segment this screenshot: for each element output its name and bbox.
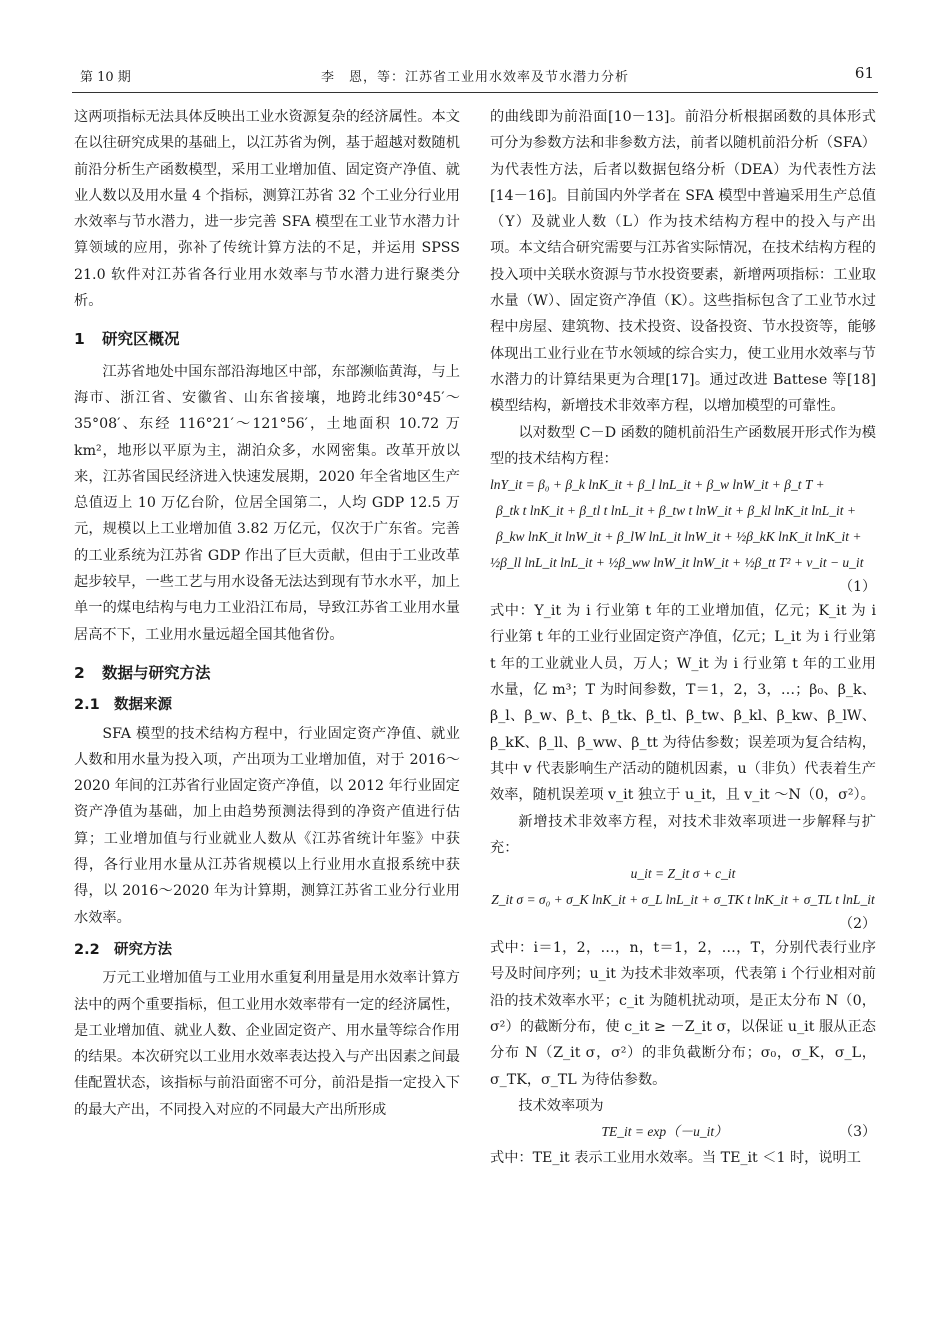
equation-3-explanation: 式中：TE_it 表示工业用水效率。当 TE_it ＜1 时，说明工 (490, 1150, 861, 1167)
subsection-number: 2.2 (74, 941, 100, 958)
equation-1 (490, 472, 876, 598)
subsection-title: 数据来源 (114, 697, 172, 714)
section-number: 1 (74, 330, 85, 349)
equation-1-line: β_tk t lnK_it + β_tl t lnL_it + β_tw t lnW_it + β_kl lnK_it lnL_it + (496, 503, 856, 519)
issue-label: 第 10 期 (80, 70, 131, 85)
inefficiency-intro: 新增技术非效率方程，对技术非效率项进一步解释与扩充： (490, 813, 876, 856)
section-2-1-paragraph: SFA 模型的技术结构方程中，行业固定资产净值、就业人数和用水量为投入项，产出项为工业增加值，对于 2016～2020 年间的江苏省行业固定资产净值，以 2012 年行业固定资产净值为基础，加上由趋势预测法得到的净资产值进行估算；工业增加值与行业就业人数从《江苏省统计年鉴》中获得，各行业用水量从江苏省规模以上行业用水直报系统中获得，以 2016～2020 年为计算期，测算江苏省工业分行业用水效率。 (74, 725, 460, 926)
model-intro-paragraph: 以对数型 C－D 函数的随机前沿生产函数展开形式作为模型的技术结构方程： (490, 424, 876, 467)
equation-1-number: （1） (839, 579, 876, 596)
equation-2-explanation: 式中：i＝1，2，…，n，t＝1，2，…，T，分别代表行业序号及时间序列；u_it 为技术非效率项，代表第 i 个行业相对前沿的技术效率水平；c_it 为随机扰动项，是正太分布 N（0，σ²）的截断分布，使 c_it ≥ －Z_it σ，以保证 u_it 服从正态分布 N（Z_it σ，σ²）的非负截断分布；σ₀，σ_K，σ_L，σ_TK，σ_TL 为待估参数。 (490, 940, 876, 1088)
section-2-1-heading (74, 692, 460, 718)
equation-2-line-2: Z_it σ = σ₀ + σ_K lnK_it + σ_L lnL_it + σ_TK t lnK_it + σ_TL t lnL_it (491, 892, 875, 908)
equation-2 (490, 861, 876, 935)
subsection-number: 2.1 (74, 697, 100, 714)
right-column (490, 104, 876, 1172)
equation-1-explanation: 式中：Y_it 为 i 行业第 t 年的工业增加值，亿元；K_it 为 i 行业第 t 年的工业行业固定资产净值，亿元；L_it 为 i 行业第 t 年的工业就业人员，万人；W_it 为 i 行业第 t 年的工业用水量，亿 m³；T 为时间参数，T＝1，2，3，…；β₀、β_k、β_l、β_w、β_t、β_tk、β_tl、β_tw、β_kl、β_kw、β_lW、β_kK、β_ll、β_ww、β_tt 为待估参数；误差项为复合结构，其中 v 代表影响生产活动的随机因素，u（非负）代表着生产效率，随机误差项 v_it 独立于 u_it，且 v_it ～N（0，σ²）。 (490, 603, 876, 804)
left-column (74, 104, 460, 1123)
section-title: 研究区概况 (102, 330, 180, 349)
equation-1-line: β_kw lnK_it lnW_it + β_lW lnL_it lnW_it + ½β_kK lnK_it lnK_it + (496, 529, 862, 545)
page-number: 61 (854, 64, 874, 82)
efficiency-term-intro: 技术效率项为 (518, 1097, 604, 1114)
section-1-heading (74, 326, 460, 352)
section-2-2-heading (74, 937, 460, 963)
section-2-2-paragraph: 万元工业增加值与工业用水重复利用量是用水效率计算方法中的两个重要指标，但工业用水效率带有一定的经济属性，是工业增加值、就业人数、企业固定资产、用水量等综合作用的结果。本次研究以工业用水效率表达投入与产出因素之间最佳配置状态，该指标与前沿面密不可分，前沿是指一定投入下的最大产出，不同投入对应的不同最大产出所形成 (74, 970, 460, 1118)
equation-2-number: （2） (839, 916, 876, 933)
equation-1-line: ½β_ll lnL_it lnL_it + ½β_ww lnW_it lnW_it + ½β_tt T² + v_it − u_it (490, 555, 864, 571)
equation-1-line: lnY_it = β₀ + β_k lnK_it + β_l lnL_it + β_w lnW_it + β_t T + (490, 477, 825, 493)
subsection-title: 研究方法 (114, 941, 172, 958)
header-rule (72, 92, 878, 93)
intro-paragraph: 这两项指标无法具体反映出工业水资源复杂的经济属性。本文在以往研究成果的基础上，以江苏省为例，基于超越对数随机前沿分析生产函数模型，采用工业增加值、固定资产净值、就业人数以及用水量 4 个指标，测算江苏省 32 个工业分行业用水效率与节水潜力，进一步完善 SFA 模型在工业节水潜力计算领域的应用，弥补了传统计算方法的不足，并运用 SPSS 21.0 软件对江苏省各行业用水效率与节水潜力进行聚类分析。 (74, 109, 460, 310)
section-number: 2 (74, 663, 85, 682)
equation-2-line-1: u_it = Z_it σ + c_it (630, 866, 736, 882)
section-2-heading (74, 660, 460, 686)
equation-3-number: （3） (839, 1124, 876, 1141)
equation-3 (490, 1119, 876, 1145)
equation-3-expression: TE_it = exp（－u_it） (601, 1124, 728, 1140)
section-title: 数据与研究方法 (102, 663, 211, 682)
frontier-paragraph: 的曲线即为前沿面[10－13]。前沿分析根据函数的具体形式可分为参数方法和非参数方法，前者以随机前沿分析（SFA）为代表性方法，后者以数据包络分析（DEA）为代表性方法[14－16]。目前国内外学者在 SFA 模型中普遍采用生产总值（Y）及就业人数（L）作为技术结构方程中的投入与产出项。本文结合研究需要与江苏省实际情况，在技术结构方程的投入项中关联水资源与节水投资要素，新增两项指标：工业取水量（W）、固定资产净值（K）。这些指标包含了工业节水过程中房屋、建筑物、技术投资、设备投资、节水投资等，能够体现出工业行业在节水领域的综合实力，使工业用水效率与节水潜力的计算结果更为合理[17]。通过改进 Battese 等[18]模型结构，新增技术非效率方程，以增加模型的可靠性。 (490, 109, 876, 415)
running-header (72, 64, 878, 88)
section-1-paragraph: 江苏省地处中国东部沿海地区中部，东部濒临黄海，与上海市、浙江省、安徽省、山东省接壤，地跨北纬30°45′～35°08′、东经 116°21′～121°56′，土地面积 10.72 万 km²，地形以平原为主，湖泊众多，水网密集。改革开放以来，江苏省国民经济进入快速发展期，2020 年全省地区生产总值迈上 10 万亿台阶，位居全国第二，人均 GDP 12.5 万元，规模以上工业增加值 3.82 万亿元，仅次于广东省。完善的工业系统为江苏省 GDP 作出了巨大贡献，但由于工业改革起步较早，一些工艺与用水设备无法达到现有节水水平，加上单一的煤电结构与电力工业沿江布局，导致江苏省工业用水量居高不下，工业用水量远超全国其他省份。 (74, 363, 460, 643)
running-title: 李 恩，等：江苏省工业用水效率及节水潜力分析 (320, 70, 629, 85)
